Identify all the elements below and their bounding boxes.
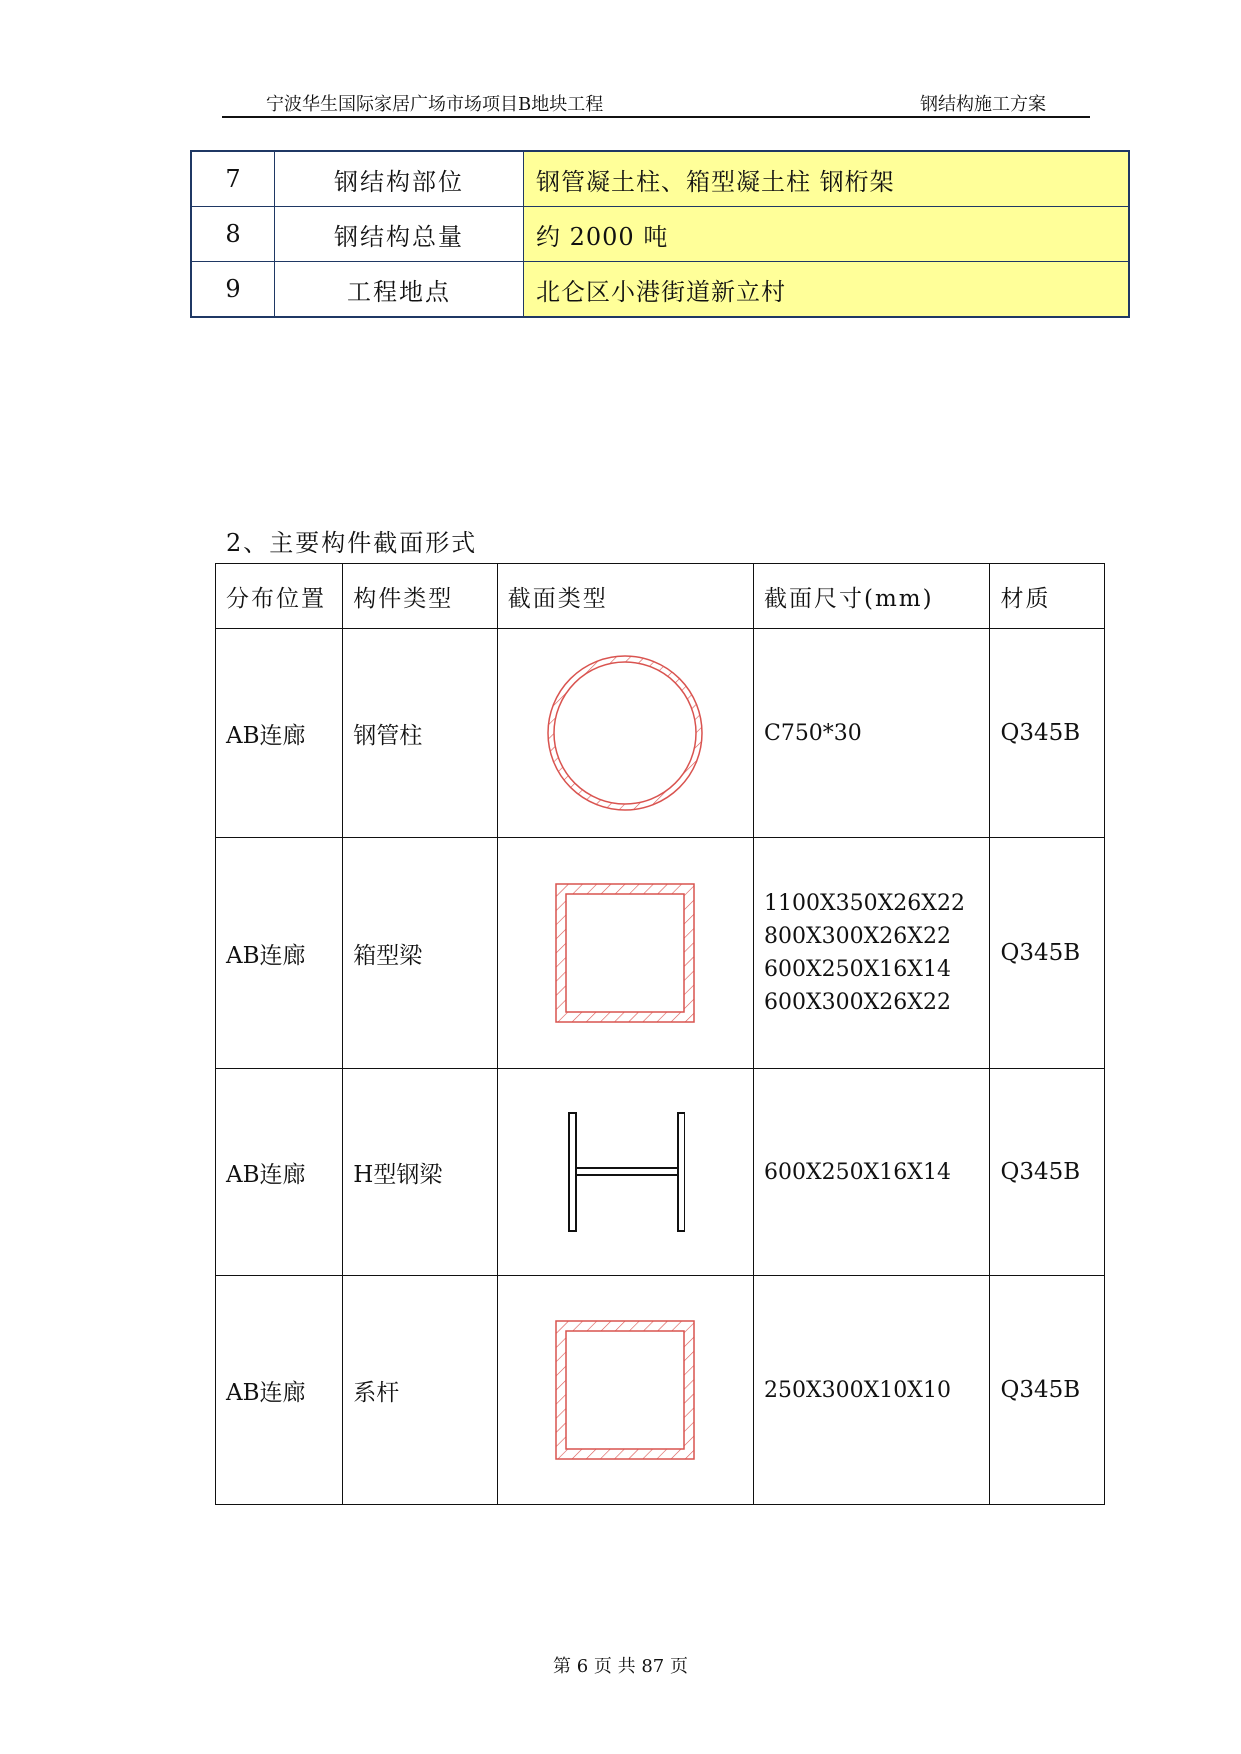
cell-section-diagram <box>497 629 753 838</box>
dims-line: 600X250X16X14 <box>763 957 951 982</box>
cell-location: AB连廊 <box>216 629 343 838</box>
row-number: 9 <box>191 262 275 318</box>
cell-type: H型钢梁 <box>343 1069 498 1276</box>
table-row <box>216 629 1105 838</box>
dims-line: 800X300X26X22 <box>763 924 951 949</box>
page-footer: 第 6 页 共 87 页 <box>553 1656 688 1677</box>
section-title: 2、主要构件截面形式 <box>226 529 478 557</box>
cell-material: Q345B <box>990 1276 1105 1505</box>
page-header <box>222 86 1090 118</box>
col-header-type: 构件类型 <box>343 564 498 629</box>
col-header-dims: 截面尺寸(mm) <box>753 564 989 629</box>
row-number: 8 <box>191 207 275 262</box>
table-row <box>191 207 1129 262</box>
header-project-name: 宁波华生国际家居广场市场项目B地块工程 <box>266 94 604 115</box>
table-row <box>191 151 1129 207</box>
table-row <box>191 262 1129 318</box>
row-value: 北仑区小港街道新立村 <box>524 262 1130 318</box>
cell-dims <box>753 1069 989 1276</box>
dims-line: 600X300X26X22 <box>763 990 951 1015</box>
cell-material: Q345B <box>990 1069 1105 1276</box>
row-value: 钢管凝土柱、箱型凝土柱 钢桁架 <box>524 151 1130 207</box>
cell-section-diagram <box>497 1069 753 1276</box>
cell-location: AB连廊 <box>216 838 343 1069</box>
table-row <box>216 1069 1105 1276</box>
table-header-row <box>216 564 1105 629</box>
dims-line: 600X250X16X14 <box>763 1159 951 1185</box>
row-value: 约 2000 吨 <box>524 207 1130 262</box>
cell-dims <box>753 838 989 1069</box>
cell-location: AB连廊 <box>216 1069 343 1276</box>
cell-material: Q345B <box>990 629 1105 838</box>
cell-material: Q345B <box>990 838 1105 1069</box>
h-section-icon <box>565 1111 685 1233</box>
row-name: 钢结构部位 <box>275 151 524 207</box>
row-number: 7 <box>191 151 275 207</box>
table-row <box>216 1276 1105 1505</box>
dims-line: Ⅽ750*30 <box>763 720 862 746</box>
cell-dims <box>753 629 989 838</box>
cell-dims <box>753 1276 989 1505</box>
cell-section-diagram <box>497 1276 753 1505</box>
box-section-icon <box>555 883 695 1023</box>
col-header-location: 分布位置 <box>216 564 343 629</box>
col-header-material: 材质 <box>990 564 1105 629</box>
project-info-table <box>190 150 1130 318</box>
table-row <box>216 838 1105 1069</box>
cell-type: 箱型梁 <box>343 838 498 1069</box>
header-doc-title: 钢结构施工方案 <box>920 94 1046 115</box>
circular-tube-section-icon <box>540 648 710 818</box>
row-name: 工程地点 <box>275 262 524 318</box>
dims-line: 250X300X10X10 <box>763 1377 951 1403</box>
cell-type: 钢管柱 <box>343 629 498 838</box>
cell-section-diagram <box>497 838 753 1069</box>
cell-type: 系杆 <box>343 1276 498 1505</box>
row-name: 钢结构总量 <box>275 207 524 262</box>
col-header-section: 截面类型 <box>497 564 753 629</box>
dims-line: 1100X350X26X22 <box>763 891 965 916</box>
component-section-table <box>215 563 1105 1505</box>
cell-location: AB连廊 <box>216 1276 343 1505</box>
box-section-icon <box>555 1320 695 1460</box>
